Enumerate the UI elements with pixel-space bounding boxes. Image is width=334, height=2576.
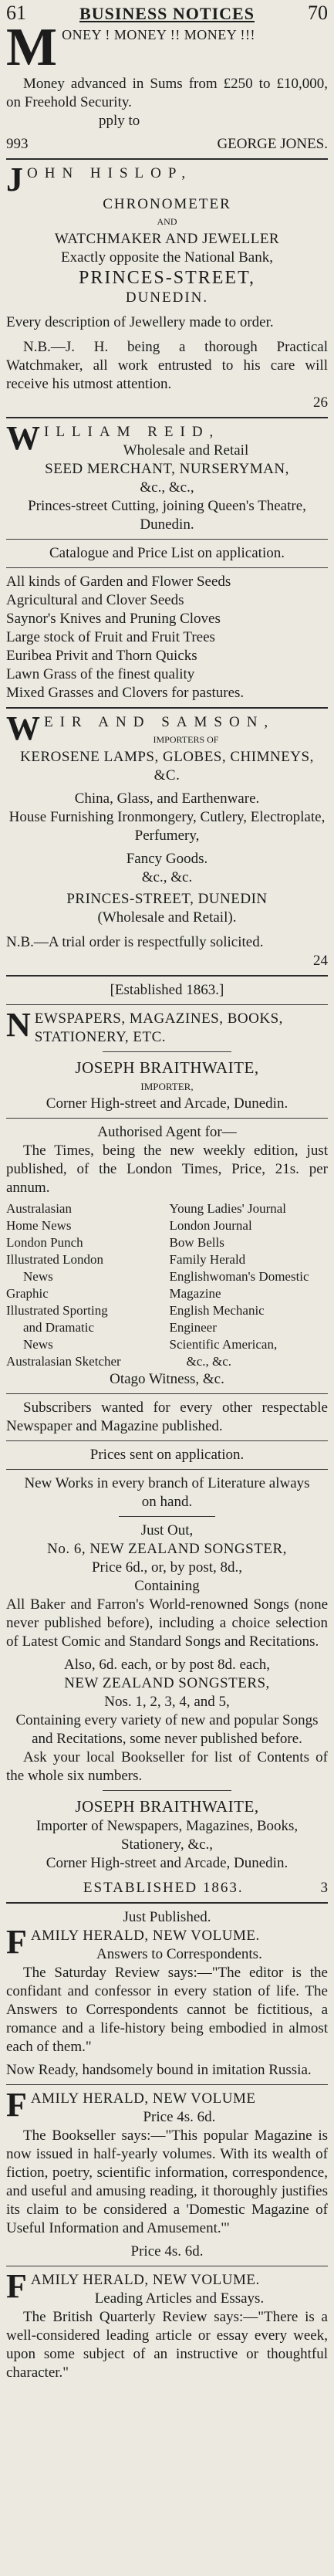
divider [6, 1469, 328, 1470]
songster-containing: Containing [134, 1578, 200, 1594]
just-published: Just Published. [123, 1909, 211, 1925]
weir-line1: China, Glass, and Earthenware. [74, 790, 260, 807]
divider [6, 2084, 328, 2085]
papers-left-list [6, 1200, 165, 1370]
braithwaite-advertisement [6, 981, 328, 1897]
prices-notice: Prices sent on application. [89, 1447, 245, 1463]
weir-street: PRINCES-STREET, DUNEDIN [66, 891, 268, 907]
braithwaite-name: JOSEPH BRAITHWAITE, [75, 1058, 259, 1077]
drop-cap-n: N [6, 1006, 31, 1044]
drop-cap-j: J [6, 161, 23, 198]
divider [6, 158, 328, 160]
new-works-notice: New Works in every branch of Literature always on hand. [24, 1475, 310, 1510]
otago-witness: Otago Witness, &c. [110, 1371, 224, 1387]
list-item: All kinds of Garden and Flower Seeds [6, 574, 231, 590]
family-herald-head-1: AMILY HERALD, NEW VOLUME. [30, 1928, 260, 1944]
money-headline: ONEY ! MONEY !! MONEY !!! [62, 27, 256, 42]
money-ref: 993 [6, 136, 29, 152]
family-herald-text-3: The British Quarterly Review says:—"There is a well-considered leading article or essay every week, upon some subject of an instructive or thoughtful character." [6, 2309, 328, 2381]
songsters-title: NEW ZEALAND SONGSTERS, [64, 1675, 270, 1691]
also-line: Also, 6d. each, or by post 8d. each, [64, 1657, 270, 1673]
divider [103, 1051, 231, 1052]
reid-address: Princes-street Cutting, joining Queen's Theatre, Dunedin. [28, 498, 306, 533]
reid-advertisement [6, 419, 328, 702]
family-herald-head-2: AMILY HERALD, NEW VOLUME [30, 2090, 256, 2107]
reid-title: SEED MERCHANT, NURSERYMAN, [45, 461, 289, 477]
list-item: Agricultural and Clover Seeds [6, 592, 184, 608]
songsters-desc: Containing every variety of new and popular Songs and Recitations, some never published before. [15, 1712, 319, 1747]
drop-cap-f: F [6, 2267, 27, 2305]
list-item: Englishwoman's Domestic Magazine [169, 1269, 309, 1301]
braithwaite-name-2: JOSEPH BRAITHWAITE, [75, 1797, 259, 1816]
weir-importers: IMPORTERS OF [153, 734, 219, 745]
importer-desc: Importer of Newspapers, Magazines, Books, Stationery, &c., [35, 1818, 299, 1853]
established-footer [6, 1879, 328, 1897]
songsters-nos: Nos. 1, 2, 3, 4, and 5, [104, 1694, 230, 1710]
list-item: Young Ladies' Journal [169, 1201, 286, 1216]
list-item: Saynor's Knives and Pruning Cloves [6, 611, 221, 627]
list-item: Family Herald [169, 1252, 246, 1267]
hislop-nb: N.B.—J. H. being a thorough Practical Watchmaker, all work entrusted to his care will receive his utmost attention. [6, 339, 328, 392]
divider [119, 1516, 215, 1517]
reid-etc: &c., &c., [140, 479, 194, 496]
list-item: Graphic [6, 1286, 49, 1301]
drop-cap-w: W [6, 709, 40, 747]
money-signoff [6, 135, 328, 154]
divider [6, 1440, 328, 1441]
list-item: and Dramatic [23, 1320, 95, 1335]
list-item: Scientific American, [169, 1337, 278, 1352]
reid-name: ILLIAM REID, [44, 424, 221, 440]
family-herald-text-2: The Bookseller says:—"This popular Magazine is now issued in half-yearly volumes. With its wealth of fiction, poetry, scientific information, correspondence, and useful and amusing reading, it thoroughly justifies its claim to be considered a 'Domestic Magazine of Useful Information and Amusement.'" [6, 2127, 328, 2236]
weir-title: KEROSENE LAMPS, GLOBES, CHIMNEYS, &C. [20, 749, 314, 784]
divider [6, 975, 328, 977]
money-name: GEORGE JONES. [217, 136, 328, 152]
header-left-number: 61 [6, 2, 26, 24]
braithwaite-agent: Authorised Agent for— [97, 1124, 237, 1140]
weir-advertisement [6, 709, 328, 970]
hislop-desc: Every description of Jewellery made to order. [6, 314, 274, 330]
weir-ref: 24 [313, 953, 328, 969]
list-item: Australasian Sketcher [6, 1354, 121, 1369]
family-herald-text-1: The Saturday Review says:—"The editor is the confidant and confessor in every station of life. The Answers to Correspondents cannot be fictitious, a romance and a life-history being embodied in almost each of them." [6, 1965, 328, 2055]
weir-line3: Fancy Goods. [126, 851, 208, 867]
braithwaite-address-2: Corner High-street and Arcade, Dunedin. [46, 1855, 288, 1871]
hislop-advertisement [6, 161, 328, 412]
drop-cap-w: W [6, 419, 40, 457]
list-item: Large stock of Fruit and Fruit Trees [6, 629, 215, 645]
list-item: London Journal [169, 1218, 252, 1233]
braithwaite-address: Corner High-street and Arcade, Dunedin. [46, 1095, 288, 1112]
family-herald-sub-1: Answers to Correspondents. [96, 1946, 262, 1962]
list-item: Home News [6, 1218, 72, 1233]
list-item: Lawn Grass of the finest quality [6, 666, 195, 682]
braithwaite-headline: EWSPAPERS, MAGAZINES, BOOKS, STATIONERY, ETC. [34, 1010, 283, 1045]
songster-desc: All Baker and Farron's World-renowned Songs (none never published before), including a choice selection of Latest Comic and Standard Songs and Recitations. [6, 1596, 328, 1650]
hislop-location: Exactly opposite the National Bank, [61, 249, 273, 266]
family-herald-price-2: Price 4s. 6d. [130, 2243, 204, 2260]
papers-columns [6, 1200, 328, 1370]
header-right-number: 70 [308, 2, 328, 24]
header-title: BUSINESS NOTICES [79, 4, 255, 23]
list-item: News [23, 1337, 53, 1352]
list-item: News [23, 1269, 53, 1284]
weir-name: EIR AND SAMSON, [44, 714, 275, 730]
weir-trade: (Wholesale and Retail). [97, 909, 237, 926]
divider [6, 1902, 328, 1904]
hislop-and: AND [157, 216, 177, 227]
money-text: Money advanced in Sums from £250 to £10,000, on Freehold Security. [6, 76, 328, 110]
list-item: Engineer [169, 1320, 217, 1335]
weir-etc: &c., &c. [141, 869, 193, 885]
reid-sub: Wholesale and Retail [123, 442, 249, 459]
list-item: Mixed Grasses and Clovers for pastures. [6, 685, 245, 701]
drop-cap-m: M [6, 18, 58, 77]
times-notice: The Times, being the new weekly edition, just published, of the London Times, Price, 21s. per annum. [6, 1142, 328, 1196]
list-item: Australasian [6, 1201, 72, 1216]
family-herald-price-1: Price 4s. 6d. [143, 2109, 216, 2125]
divider [6, 1393, 328, 1394]
hislop-title2: WATCHMAKER AND JEWELLER [54, 231, 280, 247]
weir-line2: House Furnishing Ironmongery, Cutlery, Electroplate, Perfumery, [8, 809, 326, 844]
hislop-ref: 26 [313, 394, 328, 411]
family-herald-advertisement [6, 1908, 328, 2382]
divider [6, 539, 328, 540]
drop-cap-f: F [6, 1923, 27, 1961]
list-item: &c., &c. [186, 1354, 232, 1369]
ask-bookseller: Ask your local Bookseller for list of Contents of the whole six numbers. [6, 1749, 328, 1784]
songster-price: Price 6d., or, by post, 8d., [91, 1559, 243, 1576]
songster-title: No. 6, NEW ZEALAND SONGSTER, [47, 1541, 287, 1557]
established-line: [Established 1863.] [110, 982, 224, 998]
list-item: London Punch [6, 1235, 83, 1250]
money-advertisement [6, 18, 328, 154]
money-apply: pply to [99, 113, 140, 129]
braithwaite-role: IMPORTER, [140, 1081, 194, 1092]
hislop-name: OHN HISLOP, [27, 165, 193, 181]
drop-cap-f: F [6, 2086, 27, 2124]
hislop-street: PRINCES-STREET, [79, 268, 255, 288]
list-item: Illustrated London [6, 1252, 104, 1267]
reid-list [6, 573, 328, 702]
divider [6, 1118, 328, 1119]
family-herald-ready: Now Ready, handsomely bound in imitation Russia. [6, 2062, 312, 2078]
list-item: Bow Bells [169, 1235, 224, 1250]
weir-nb: N.B.—A trial order is respectfully solicited. [6, 934, 264, 950]
list-item: English Mechanic [169, 1303, 265, 1318]
est-line: ESTABLISHED 1863. [83, 1880, 244, 1896]
divider [103, 1790, 231, 1791]
divider [6, 707, 328, 709]
reid-catalogue: Catalogue and Price List on application. [49, 545, 285, 561]
just-out: Just Out, [140, 1522, 194, 1538]
divider [6, 567, 328, 568]
subscribers-notice: Subscribers wanted for every other respectable Newspaper and Magazine published. [6, 1400, 328, 1434]
hislop-city: DUNEDIN. [125, 289, 209, 306]
papers-right-list [170, 1200, 329, 1370]
braithwaite-ref: 3 [320, 1880, 328, 1896]
list-item: Illustrated Sporting [6, 1303, 108, 1318]
family-herald-sub-3: Leading Articles and Essays. [94, 2290, 265, 2307]
family-herald-head-3: AMILY HERALD, NEW VOLUME. [30, 2272, 260, 2288]
list-item: Euribea Privit and Thorn Quicks [6, 648, 197, 664]
divider [6, 1004, 328, 1005]
divider [6, 417, 328, 418]
hislop-title1: CHRONOMETER [103, 196, 231, 212]
